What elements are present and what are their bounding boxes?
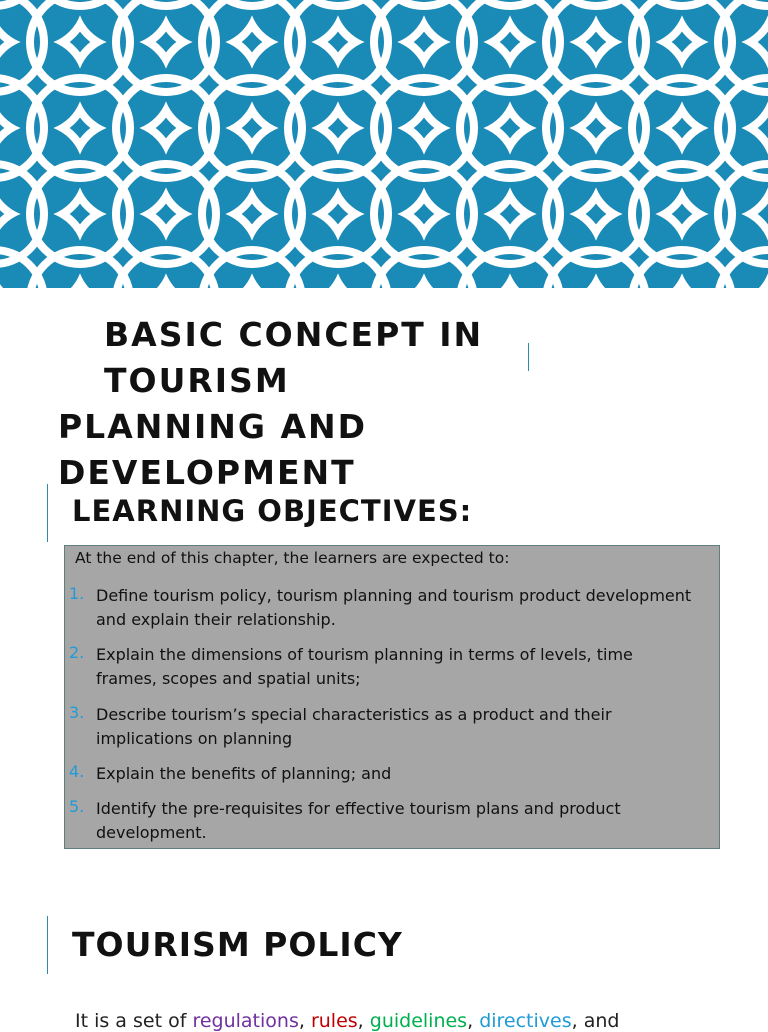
learning-objectives-heading: LEARNING OBJECTIVES: (72, 494, 473, 528)
separator: , (298, 1010, 311, 1032)
decorative-banner (0, 0, 768, 288)
list-item-text: Identify the pre-requisites for effective tourism plans and product development. (96, 799, 621, 842)
section-accent-line (47, 484, 48, 542)
section-accent-line (47, 916, 48, 974)
slide-title-line-2: PLANNING AND DEVELOPMENT (58, 407, 368, 492)
separator: , (357, 1010, 370, 1032)
list-item-number: 5. (69, 797, 85, 816)
term-rules: rules (310, 1010, 358, 1032)
list-item-text: Describe tourism’s special characteristics as a product and their implications on planning (96, 705, 612, 748)
list-item-number: 2. (69, 643, 85, 662)
objectives-box (64, 545, 720, 849)
list-item-text: Define tourism policy, tourism planning and tourism product development and explain their relationship. (96, 586, 692, 629)
list-item-number: 4. (69, 762, 85, 781)
slide-title-line-1: BASIC CONCEPT IN TOURISM (104, 315, 484, 400)
tourism-policy-heading: TOURISM POLICY (72, 925, 403, 964)
list-item-number: 3. (69, 703, 85, 722)
objectives-intro: At the end of this chapter, the learners are expected to: (75, 549, 510, 567)
definition-text-start: It is a set of (75, 1010, 193, 1032)
term-directives: directives (479, 1010, 572, 1032)
separator: , (467, 1010, 480, 1032)
definition-text-end: , and (571, 1010, 620, 1032)
tourism-policy-definition (75, 1010, 619, 1032)
slide-title (58, 312, 678, 496)
list-item-text: Explain the benefits of planning; and (96, 764, 392, 783)
list-item-text: Explain the dimensions of tourism planning in terms of levels, time frames, scopes and spatial units; (96, 645, 633, 688)
term-guidelines: guidelines (369, 1010, 468, 1032)
list-item-number: 1. (69, 584, 85, 603)
term-regulations: regulations (192, 1010, 299, 1032)
title-cursor-line (528, 343, 529, 371)
